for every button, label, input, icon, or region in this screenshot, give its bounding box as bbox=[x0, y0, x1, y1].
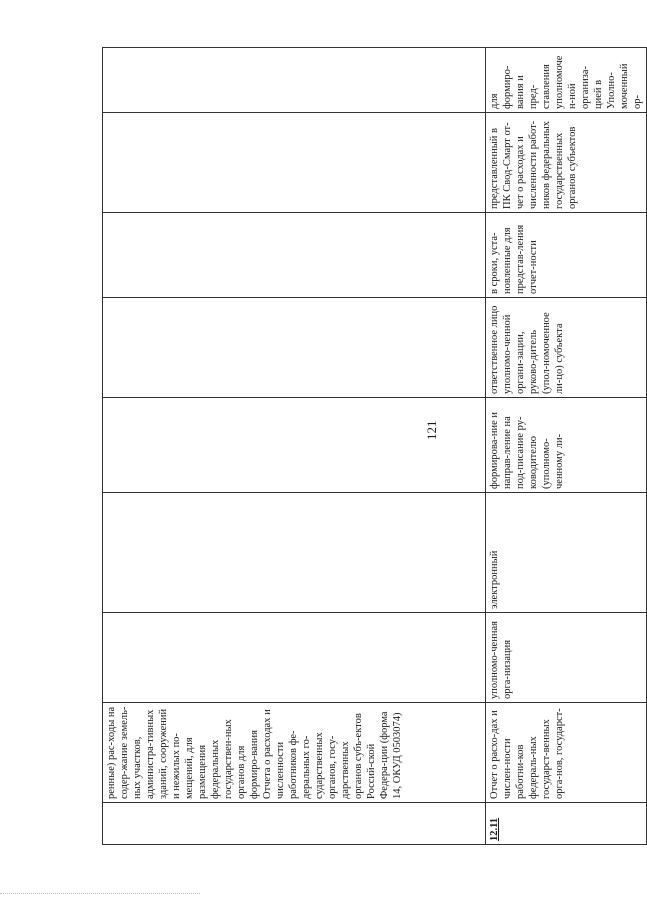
table-row-continued bbox=[103, 48, 486, 845]
cell-name: ренные) рас-ходы на содер-жание земель-ных участков, администра-тивных зданий, сооружений и нежилых по-мещений, для размещения федеральных государствен-ных органов для формиро-вания Отчета о расходах и численности работников фе-деральных го-сударственных органов, госу-дарственных органов субъ-ектов Россий-ской Федера-ции (форма 14, ОКУД 0503074) bbox=[103, 703, 486, 803]
cell-organization bbox=[103, 613, 486, 703]
cell-deadline: в сроки, уста-новленные для представ-ления отчет-ности bbox=[486, 213, 647, 298]
table-row-12-11 bbox=[486, 48, 647, 845]
cell-procedure: формирова-ние и направ-ление на под-писание ру-ководителю (уполномо-ченному ли- bbox=[486, 398, 647, 493]
cell-result bbox=[103, 113, 486, 213]
cell-purpose: для формиро-вания и пред-ставления уполномочен-ной организа-цией в Уполно-моченный ор- bbox=[486, 48, 647, 113]
cell-deadline bbox=[103, 213, 486, 298]
cell-form: электронный bbox=[486, 493, 647, 613]
document-table bbox=[102, 47, 647, 845]
cell-number bbox=[103, 803, 486, 845]
cell-form bbox=[103, 493, 486, 613]
cell-name: Отчет о расхо-дах и числен-ности работни-ков федераль-ных государст-венных орга-нов, государст- bbox=[486, 703, 647, 803]
cell-number: 12.11 bbox=[486, 803, 647, 845]
scan-artifact-line bbox=[0, 893, 200, 894]
rotated-table-wrapper bbox=[102, 47, 647, 845]
cell-organization: уполномо-ченная орга-низация bbox=[486, 613, 647, 703]
page-number: 121 bbox=[424, 420, 439, 440]
cell-result: представленный в ПК Свод-Смарт от-чет о расходах и численности работ-ников федеральных государственных органов субъектов bbox=[486, 113, 647, 213]
cell-purpose bbox=[103, 48, 486, 113]
cell-procedure bbox=[103, 398, 486, 493]
cell-responsible: ответственное лицо уполномо-ченной органи-зации, руково-дитель (упол-номоченное ли-цо) субъекта bbox=[486, 298, 647, 398]
cell-responsible bbox=[103, 298, 486, 398]
